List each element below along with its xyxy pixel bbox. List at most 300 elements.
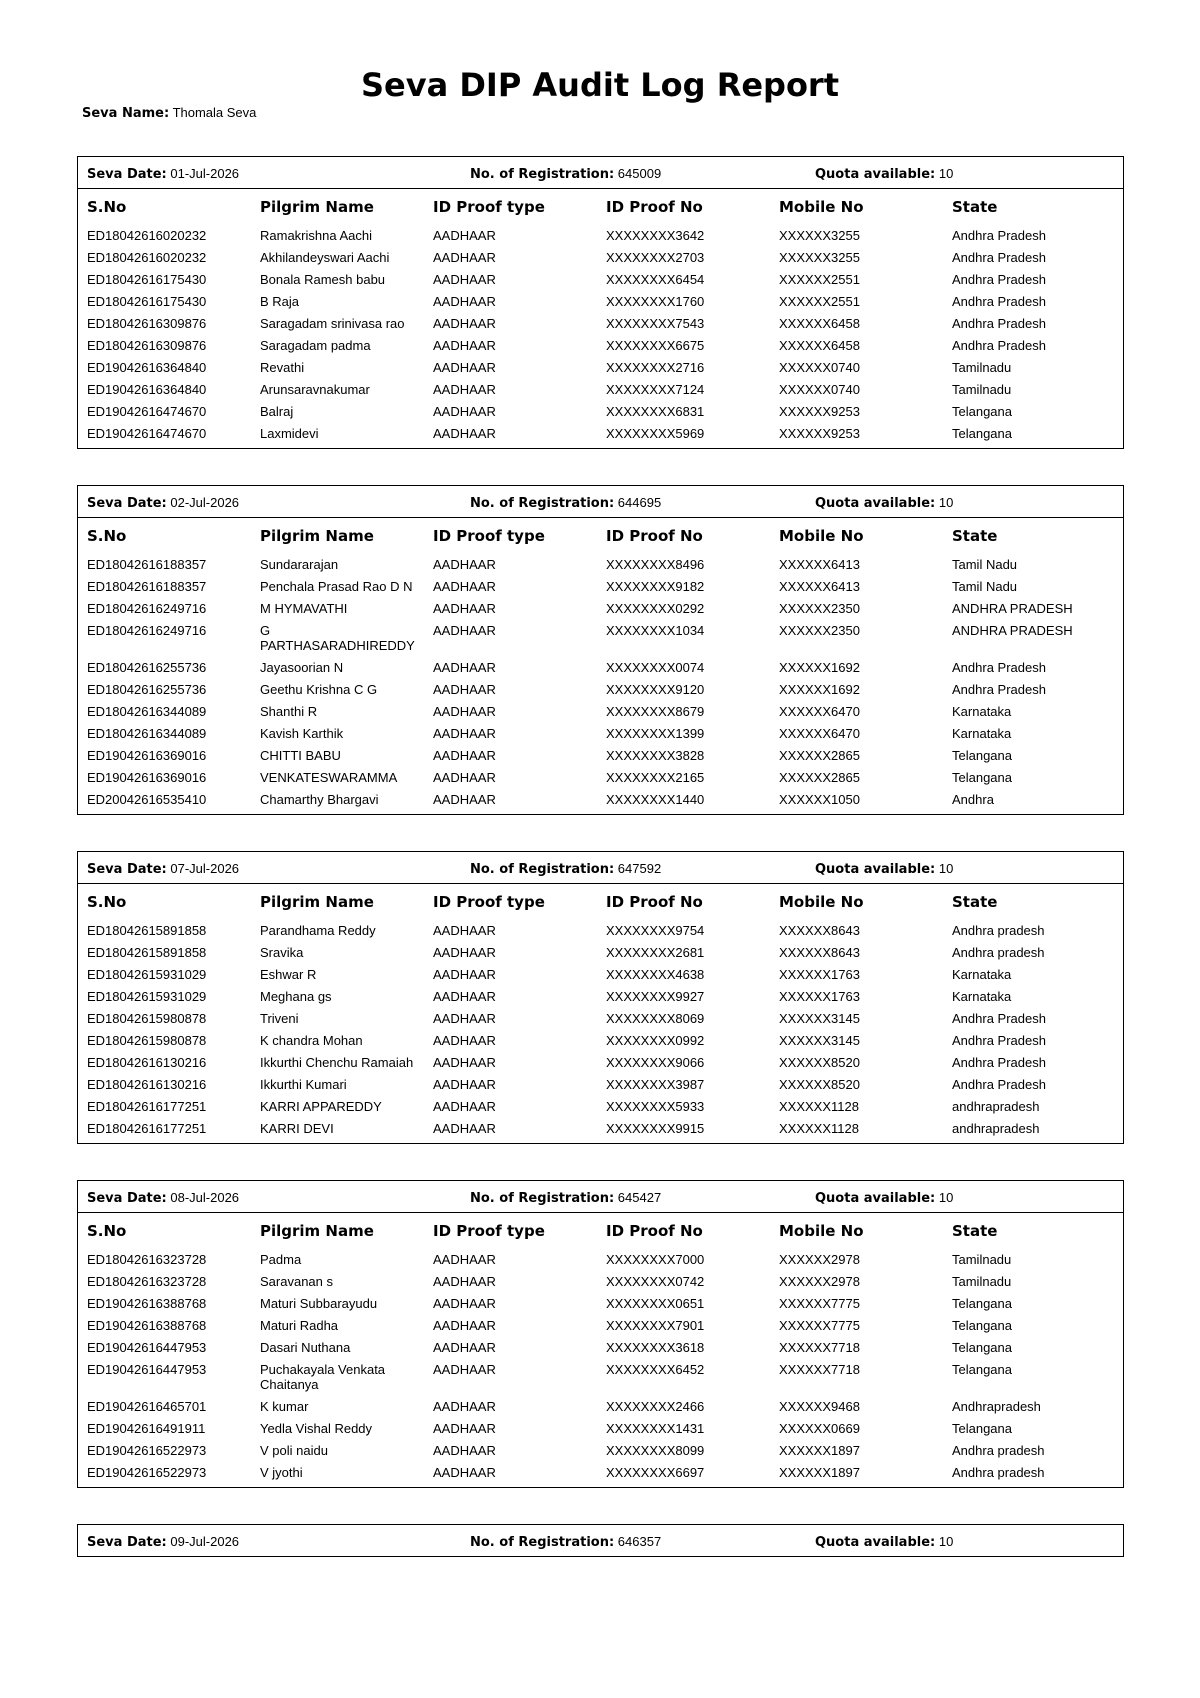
seva-section-box	[77, 851, 1124, 1144]
cell-mobile-no: XXXXXX2350	[779, 623, 860, 638]
cell-serial: ED19042616369016	[87, 748, 207, 763]
cell-serial: ED19042616364840	[87, 382, 207, 397]
cell-pilgrim-name: Yedla Vishal Reddy	[260, 1421, 373, 1436]
seva-section	[77, 156, 1124, 449]
cell-state: Andhra Pradesh	[952, 660, 1046, 675]
cell-pilgrim-name: Sravika	[260, 945, 304, 960]
quota-available	[815, 1534, 953, 1550]
cell-mobile-no: XXXXXX7775	[779, 1296, 860, 1311]
cell-pilgrim-name: Ikkurthi Kumari	[260, 1077, 347, 1092]
cell-id-proof-no: XXXXXXXX7124	[606, 382, 705, 397]
cell-id-proof-no: XXXXXXXX0651	[606, 1296, 705, 1311]
seva-section-box	[77, 156, 1124, 449]
seva-section	[77, 1524, 1124, 1557]
cell-mobile-no: XXXXXX8520	[779, 1055, 860, 1070]
cell-id-proof-type: AADHAAR	[433, 1421, 496, 1436]
table-row	[78, 336, 1123, 358]
column-header-id-proof-type: ID Proof type	[433, 1222, 545, 1240]
cell-pilgrim-name: Padma	[260, 1252, 302, 1267]
cell-serial: ED19042616474670	[87, 404, 207, 419]
cell-pilgrim-name: Bonala Ramesh babu	[260, 272, 386, 287]
cell-serial: ED18042616323728	[87, 1252, 207, 1267]
cell-pilgrim-name: Saragadam srinivasa rao	[260, 316, 405, 331]
cell-serial: ED18042615980878	[87, 1011, 207, 1026]
cell-id-proof-no: XXXXXXXX6452	[606, 1362, 705, 1377]
table-row	[78, 921, 1123, 943]
seva-date-value: 02-Jul-2026	[170, 495, 240, 510]
table-rows	[78, 921, 1123, 1143]
quota-available-value: 10	[938, 1190, 954, 1205]
cell-id-proof-no: XXXXXXXX9182	[606, 579, 705, 594]
table-row	[78, 555, 1123, 577]
cell-id-proof-no: XXXXXXXX1431	[606, 1421, 705, 1436]
cell-mobile-no: XXXXXX9253	[779, 426, 860, 441]
column-header-mobile-no: Mobile No	[779, 198, 864, 216]
cell-mobile-no: XXXXXX0740	[779, 382, 860, 397]
table-row	[78, 1338, 1123, 1360]
table-rows	[78, 555, 1123, 814]
cell-mobile-no: XXXXXX8643	[779, 945, 860, 960]
cell-id-proof-no: XXXXXXXX2165	[606, 770, 705, 785]
section-header	[78, 157, 1123, 188]
registration-count-value: 645427	[617, 1190, 662, 1205]
cell-id-proof-no: XXXXXXXX9120	[606, 682, 705, 697]
cell-state: Andhra	[952, 792, 994, 807]
cell-id-proof-no: XXXXXXXX3987	[606, 1077, 705, 1092]
cell-id-proof-no: XXXXXXXX9927	[606, 989, 705, 1004]
cell-id-proof-type: AADHAAR	[433, 316, 496, 331]
section-header	[78, 852, 1123, 883]
cell-id-proof-type: AADHAAR	[433, 1296, 496, 1311]
quota-available-label: Quota available:	[815, 1535, 936, 1550]
cell-id-proof-no: XXXXXXXX2681	[606, 945, 705, 960]
cell-serial: ED19042616364840	[87, 360, 207, 375]
cell-id-proof-no: XXXXXXXX2703	[606, 250, 705, 265]
cell-mobile-no: XXXXXX6413	[779, 579, 860, 594]
cell-serial: ED18042616344089	[87, 704, 207, 719]
registration-count-label: No. of Registration:	[470, 167, 615, 182]
quota-available-label: Quota available:	[815, 167, 936, 182]
report-title: Seva DIP Audit Log Report	[361, 66, 839, 104]
table-row	[78, 1097, 1123, 1119]
table-row	[78, 577, 1123, 599]
cell-pilgrim-name: Maturi Radha	[260, 1318, 339, 1333]
cell-mobile-no: XXXXXX7775	[779, 1318, 860, 1333]
cell-pilgrim-name: Triveni	[260, 1011, 299, 1026]
cell-id-proof-no: XXXXXXXX1399	[606, 726, 705, 741]
column-header-serial: S.No	[87, 893, 127, 911]
cell-id-proof-no: XXXXXXXX5933	[606, 1099, 705, 1114]
cell-mobile-no: XXXXXX1692	[779, 660, 860, 675]
column-header-state: State	[952, 893, 998, 911]
cell-id-proof-no: XXXXXXXX8099	[606, 1443, 705, 1458]
table-row	[78, 292, 1123, 314]
table-row	[78, 1119, 1123, 1141]
table-row	[78, 380, 1123, 402]
cell-state: andhrapradesh	[952, 1099, 1040, 1114]
cell-pilgrim-name: Ikkurthi Chenchu Ramaiah	[260, 1055, 414, 1070]
cell-id-proof-type: AADHAAR	[433, 748, 496, 763]
cell-pilgrim-name: K kumar	[260, 1399, 309, 1414]
cell-id-proof-type: AADHAAR	[433, 923, 496, 938]
table-row	[78, 1419, 1123, 1441]
cell-pilgrim-name: Meghana gs	[260, 989, 332, 1004]
quota-available	[815, 1190, 953, 1206]
quota-available-value: 10	[938, 861, 954, 876]
cell-mobile-no: XXXXXX3145	[779, 1033, 860, 1048]
cell-id-proof-type: AADHAAR	[433, 967, 496, 982]
cell-serial: ED18042616020232	[87, 250, 207, 265]
registration-count	[470, 166, 661, 182]
cell-state: Tamilnadu	[952, 1252, 1012, 1267]
cell-id-proof-type: AADHAAR	[433, 579, 496, 594]
registration-count-value: 645009	[617, 166, 662, 181]
cell-state: Andhra pradesh	[952, 945, 1045, 960]
cell-mobile-no: XXXXXX2978	[779, 1252, 860, 1267]
cell-state: Andhrapradesh	[952, 1399, 1041, 1414]
table-row	[78, 1463, 1123, 1485]
cell-id-proof-no: XXXXXXXX2466	[606, 1399, 705, 1414]
table-row	[78, 248, 1123, 270]
cell-mobile-no: XXXXXX1128	[779, 1121, 859, 1136]
registration-count	[470, 495, 661, 511]
cell-id-proof-type: AADHAAR	[433, 770, 496, 785]
quota-available-label: Quota available:	[815, 496, 936, 511]
cell-id-proof-type: AADHAAR	[433, 426, 496, 441]
cell-mobile-no: XXXXXX6470	[779, 726, 860, 741]
cell-id-proof-no: XXXXXXXX6831	[606, 404, 705, 419]
cell-serial: ED19042616388768	[87, 1318, 207, 1333]
cell-id-proof-no: XXXXXXXX0074	[606, 660, 705, 675]
table-row	[78, 790, 1123, 812]
quota-available-value: 10	[938, 1534, 954, 1549]
column-header-mobile-no: Mobile No	[779, 1222, 864, 1240]
cell-serial: ED18042616177251	[87, 1099, 207, 1114]
seva-name-value: Thomala Seva	[172, 105, 257, 120]
table-row	[78, 943, 1123, 965]
cell-id-proof-no: XXXXXXXX6454	[606, 272, 705, 287]
cell-pilgrim-name: Saragadam padma	[260, 338, 371, 353]
cell-mobile-no: XXXXXX2865	[779, 748, 860, 763]
table-row	[78, 724, 1123, 746]
cell-id-proof-no: XXXXXXXX8679	[606, 704, 705, 719]
cell-id-proof-type: AADHAAR	[433, 338, 496, 353]
column-headers	[78, 189, 1123, 226]
cell-state: Telangana	[952, 1318, 1012, 1333]
seva-date-label: Seva Date:	[87, 862, 167, 877]
seva-name-label: Seva Name:	[82, 106, 170, 121]
table-row	[78, 1294, 1123, 1316]
cell-id-proof-type: AADHAAR	[433, 360, 496, 375]
cell-pilgrim-name: K chandra Mohan	[260, 1033, 363, 1048]
cell-id-proof-type: AADHAAR	[433, 404, 496, 419]
quota-available-value: 10	[938, 495, 954, 510]
column-header-id-proof-type: ID Proof type	[433, 893, 545, 911]
cell-serial: ED18042615980878	[87, 1033, 207, 1048]
cell-id-proof-type: AADHAAR	[433, 1443, 496, 1458]
cell-state: Karnataka	[952, 726, 1012, 741]
cell-pilgrim-name: Saravanan s	[260, 1274, 333, 1289]
cell-mobile-no: XXXXXX1050	[779, 792, 860, 807]
cell-mobile-no: XXXXXX3255	[779, 228, 860, 243]
seva-date-value: 09-Jul-2026	[170, 1534, 240, 1549]
cell-serial: ED18042616249716	[87, 623, 207, 638]
cell-id-proof-no: XXXXXXXX3642	[606, 228, 705, 243]
cell-id-proof-type: AADHAAR	[433, 1055, 496, 1070]
cell-serial: ED18042616175430	[87, 294, 207, 309]
cell-pilgrim-name: Sundararajan	[260, 557, 339, 572]
cell-mobile-no: XXXXXX7718	[779, 1362, 860, 1377]
cell-id-proof-no: XXXXXXXX8069	[606, 1011, 705, 1026]
cell-id-proof-type: AADHAAR	[433, 1099, 496, 1114]
table-row	[78, 314, 1123, 336]
table-row	[78, 746, 1123, 768]
section-header	[78, 486, 1123, 517]
cell-serial: ED18042615891858	[87, 945, 207, 960]
table-row	[78, 1272, 1123, 1294]
cell-mobile-no: XXXXXX0740	[779, 360, 860, 375]
table-row	[78, 768, 1123, 790]
cell-mobile-no: XXXXXX9253	[779, 404, 860, 419]
cell-id-proof-type: AADHAAR	[433, 1399, 496, 1414]
cell-pilgrim-name: Eshwar R	[260, 967, 317, 982]
cell-mobile-no: XXXXXX2551	[779, 272, 860, 287]
table-row	[78, 1075, 1123, 1097]
cell-state: Telangana	[952, 748, 1012, 763]
cell-id-proof-no: XXXXXXXX6675	[606, 338, 705, 353]
cell-state: Andhra pradesh	[952, 1465, 1045, 1480]
cell-mobile-no: XXXXXX8643	[779, 923, 860, 938]
seva-date-label: Seva Date:	[87, 1535, 167, 1550]
cell-mobile-no: XXXXXX6470	[779, 704, 860, 719]
cell-state: Andhra Pradesh	[952, 250, 1046, 265]
cell-serial: ED19042616465701	[87, 1399, 207, 1414]
table-row	[78, 987, 1123, 1009]
cell-mobile-no: XXXXXX1897	[779, 1465, 860, 1480]
cell-id-proof-no: XXXXXXXX9754	[606, 923, 705, 938]
seva-date-value: 08-Jul-2026	[170, 1190, 240, 1205]
table-row	[78, 226, 1123, 248]
cell-id-proof-no: XXXXXXXX7543	[606, 316, 705, 331]
cell-id-proof-type: AADHAAR	[433, 228, 496, 243]
cell-id-proof-no: XXXXXXXX7901	[606, 1318, 705, 1333]
cell-state: Andhra Pradesh	[952, 1033, 1046, 1048]
column-header-state: State	[952, 198, 998, 216]
cell-id-proof-type: AADHAAR	[433, 1121, 496, 1136]
cell-state: Telangana	[952, 404, 1012, 419]
report-sections	[77, 156, 1124, 1593]
cell-mobile-no: XXXXXX1128	[779, 1099, 859, 1114]
column-header-mobile-no: Mobile No	[779, 893, 864, 911]
cell-serial: ED18042616344089	[87, 726, 207, 741]
cell-id-proof-type: AADHAAR	[433, 660, 496, 675]
section-header	[78, 1181, 1123, 1212]
seva-section	[77, 1180, 1124, 1488]
seva-date	[87, 166, 239, 182]
cell-serial: ED18042616255736	[87, 682, 207, 697]
cell-id-proof-type: AADHAAR	[433, 1340, 496, 1355]
cell-pilgrim-name: Shanthi R	[260, 704, 318, 719]
cell-state: ANDHRA PRADESH	[952, 601, 1073, 616]
seva-date	[87, 495, 239, 511]
column-header-serial: S.No	[87, 527, 127, 545]
quota-available	[815, 495, 953, 511]
column-header-serial: S.No	[87, 1222, 127, 1240]
cell-pilgrim-name: Penchala Prasad Rao D N	[260, 579, 413, 594]
seva-date	[87, 1534, 239, 1550]
column-header-pilgrim-name: Pilgrim Name	[260, 527, 374, 545]
column-header-state: State	[952, 1222, 998, 1240]
quota-available-label: Quota available:	[815, 1191, 936, 1206]
section-header	[78, 1525, 1123, 1556]
cell-id-proof-no: XXXXXXXX8496	[606, 557, 705, 572]
column-header-id-proof-type: ID Proof type	[433, 198, 545, 216]
cell-pilgrim-name: Maturi Subbarayudu	[260, 1296, 378, 1311]
cell-id-proof-type: AADHAAR	[433, 945, 496, 960]
cell-pilgrim-name: G PARTHASARADHIREDDY	[260, 623, 415, 653]
column-header-id-proof-no: ID Proof No	[606, 198, 703, 216]
cell-state: Andhra Pradesh	[952, 338, 1046, 353]
cell-mobile-no: XXXXXX1692	[779, 682, 860, 697]
cell-id-proof-no: XXXXXXXX9066	[606, 1055, 705, 1070]
cell-state: andhrapradesh	[952, 1121, 1040, 1136]
cell-mobile-no: XXXXXX1763	[779, 989, 860, 1004]
column-header-id-proof-no: ID Proof No	[606, 893, 703, 911]
cell-state: Tamil Nadu	[952, 557, 1018, 572]
cell-id-proof-type: AADHAAR	[433, 601, 496, 616]
cell-serial: ED20042616535410	[87, 792, 207, 807]
cell-serial: ED18042616255736	[87, 660, 207, 675]
column-header-pilgrim-name: Pilgrim Name	[260, 198, 374, 216]
registration-count-value: 646357	[617, 1534, 662, 1549]
seva-section-box	[77, 1180, 1124, 1488]
cell-pilgrim-name: Akhilandeyswari Aachi	[260, 250, 390, 265]
cell-id-proof-type: AADHAAR	[433, 1274, 496, 1289]
cell-pilgrim-name: Revathi	[260, 360, 305, 375]
table-row	[78, 680, 1123, 702]
cell-id-proof-no: XXXXXXXX4638	[606, 967, 705, 982]
quota-available-label: Quota available:	[815, 862, 936, 877]
column-header-id-proof-no: ID Proof No	[606, 527, 703, 545]
cell-serial: ED18042616323728	[87, 1274, 207, 1289]
table-row	[78, 621, 1123, 658]
cell-serial: ED19042616369016	[87, 770, 207, 785]
cell-id-proof-no: XXXXXXXX1440	[606, 792, 705, 807]
seva-section	[77, 485, 1124, 815]
cell-serial: ED18042616020232	[87, 228, 207, 243]
cell-state: Karnataka	[952, 967, 1012, 982]
table-row	[78, 1250, 1123, 1272]
cell-pilgrim-name: CHITTI BABU	[260, 748, 341, 763]
cell-pilgrim-name: Arunsaravnakumar	[260, 382, 370, 397]
cell-pilgrim-name: Geethu Krishna C G	[260, 682, 378, 697]
seva-section	[77, 851, 1124, 1144]
table-row	[78, 1031, 1123, 1053]
cell-serial: ED18042616249716	[87, 601, 207, 616]
cell-serial: ED18042616309876	[87, 338, 207, 353]
cell-mobile-no: XXXXXX3145	[779, 1011, 860, 1026]
seva-date-label: Seva Date:	[87, 496, 167, 511]
cell-state: Tamilnadu	[952, 1274, 1012, 1289]
cell-pilgrim-name: Jayasoorian N	[260, 660, 344, 675]
cell-id-proof-no: XXXXXXXX6697	[606, 1465, 705, 1480]
cell-mobile-no: XXXXXX2978	[779, 1274, 860, 1289]
cell-serial: ED18042616130216	[87, 1077, 207, 1092]
registration-count-label: No. of Registration:	[470, 496, 615, 511]
table-rows	[78, 1250, 1123, 1487]
seva-date-value: 01-Jul-2026	[170, 166, 240, 181]
cell-id-proof-type: AADHAAR	[433, 1011, 496, 1026]
cell-id-proof-no: XXXXXXXX0742	[606, 1274, 705, 1289]
cell-pilgrim-name: Ramakrishna Aachi	[260, 228, 372, 243]
cell-serial: ED19042616491911	[87, 1421, 206, 1436]
registration-count	[470, 861, 661, 877]
quota-available	[815, 861, 953, 877]
seva-date	[87, 861, 239, 877]
cell-state: Andhra Pradesh	[952, 272, 1046, 287]
cell-mobile-no: XXXXXX9468	[779, 1399, 860, 1414]
cell-pilgrim-name: Dasari Nuthana	[260, 1340, 351, 1355]
quota-available-value: 10	[938, 166, 954, 181]
cell-pilgrim-name: KARRI DEVI	[260, 1121, 334, 1136]
table-row	[78, 1316, 1123, 1338]
cell-id-proof-no: XXXXXXXX1760	[606, 294, 705, 309]
cell-id-proof-type: AADHAAR	[433, 1465, 496, 1480]
cell-id-proof-type: AADHAAR	[433, 682, 496, 697]
cell-id-proof-type: AADHAAR	[433, 294, 496, 309]
cell-pilgrim-name: Puchakayala Venkata Chaitanya	[260, 1362, 386, 1392]
cell-mobile-no: XXXXXX0669	[779, 1421, 860, 1436]
cell-serial: ED18042615931029	[87, 967, 207, 982]
cell-mobile-no: XXXXXX2350	[779, 601, 860, 616]
table-row	[78, 1441, 1123, 1463]
cell-id-proof-no: XXXXXXXX0992	[606, 1033, 705, 1048]
cell-pilgrim-name: Parandhama Reddy	[260, 923, 376, 938]
cell-state: Tamil Nadu	[952, 579, 1018, 594]
registration-count-label: No. of Registration:	[470, 1191, 615, 1206]
cell-id-proof-type: AADHAAR	[433, 272, 496, 287]
seva-date-label: Seva Date:	[87, 1191, 167, 1206]
cell-state: Andhra Pradesh	[952, 1011, 1046, 1026]
table-row	[78, 424, 1123, 446]
cell-mobile-no: XXXXXX6458	[779, 338, 860, 353]
cell-pilgrim-name: Kavish Karthik	[260, 726, 344, 741]
cell-id-proof-type: AADHAAR	[433, 1362, 496, 1377]
seva-section-box	[77, 1524, 1124, 1557]
cell-pilgrim-name: V poli naidu	[260, 1443, 328, 1458]
table-row	[78, 270, 1123, 292]
cell-state: Andhra pradesh	[952, 1443, 1045, 1458]
table-row	[78, 599, 1123, 621]
cell-serial: ED18042615931029	[87, 989, 207, 1004]
column-header-state: State	[952, 527, 998, 545]
cell-serial: ED19042616474670	[87, 426, 207, 441]
registration-count	[470, 1190, 661, 1206]
cell-mobile-no: XXXXXX7718	[779, 1340, 860, 1355]
cell-id-proof-no: XXXXXXXX1034	[606, 623, 705, 638]
cell-serial: ED18042616177251	[87, 1121, 207, 1136]
cell-id-proof-no: XXXXXXXX5969	[606, 426, 705, 441]
cell-state: Telangana	[952, 426, 1012, 441]
table-row	[78, 1360, 1123, 1397]
cell-state: Telangana	[952, 1421, 1012, 1436]
cell-pilgrim-name: M HYMAVATHI	[260, 601, 348, 616]
cell-id-proof-type: AADHAAR	[433, 557, 496, 572]
cell-id-proof-no: XXXXXXXX9915	[606, 1121, 705, 1136]
table-row	[78, 965, 1123, 987]
cell-id-proof-type: AADHAAR	[433, 1033, 496, 1048]
cell-state: Telangana	[952, 770, 1012, 785]
